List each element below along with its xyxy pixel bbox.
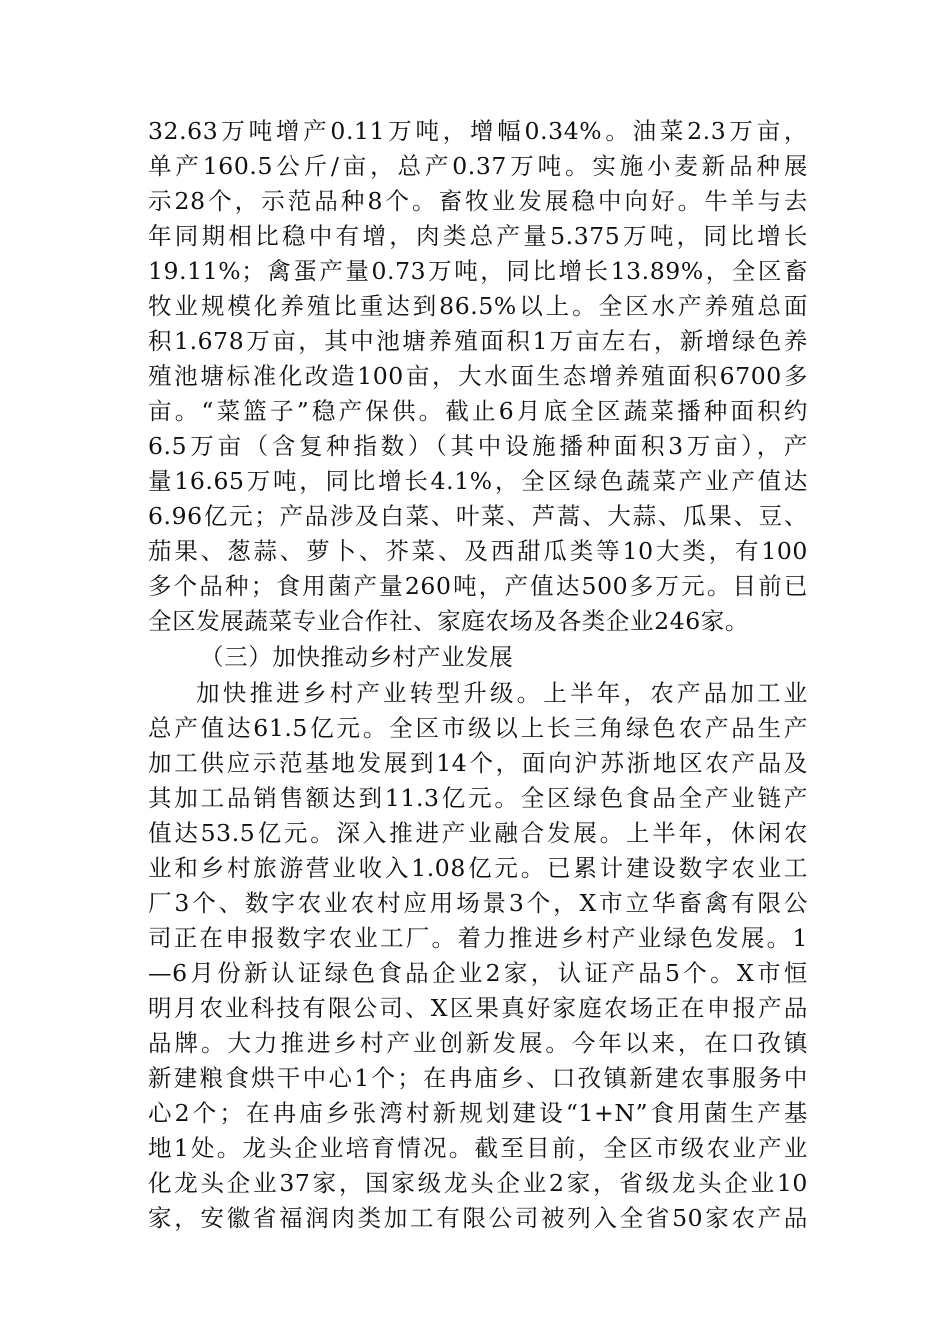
text-line: 亩。“菜篮子”稳产保供。截止6月底全区蔬菜播种面积约 (148, 397, 808, 425)
text-line: 量16.65万吨，同比增长4.1%，全区绿色蔬菜产业产值达 (148, 467, 808, 495)
text-line: 厂3个、数字农业农村应用场景3个，X市立华畜禽有限公 (148, 889, 808, 917)
text-line: 品牌。大力推进乡村产业创新发展。今年以来，在口孜镇 (148, 1029, 808, 1057)
text-line: 司正在申报数字农业工厂。着力推进乡村产业绿色发展。1 (148, 924, 808, 952)
text-line: 多个品种；食用菌产量260吨，产值达500多万元。目前已 (148, 572, 808, 600)
text-line: 全区发展蔬菜专业合作社、家庭农场及各类企业246家。 (148, 607, 749, 635)
text-line: 加工供应示范基地发展到14个，面向沪苏浙地区农产品及 (148, 749, 808, 777)
text-line: 单产160.5公斤/亩，总产0.37万吨。实施小麦新品种展 (148, 152, 808, 180)
text-line: 其加工品销售额达到11.3亿元。全区绿色食品全产业链产 (148, 784, 808, 812)
text-line: 新建粮食烘干中心1个；在冉庙乡、口孜镇新建农事服务中 (148, 1064, 808, 1092)
text-line: 加快推进乡村产业转型升级。上半年，农产品加工业 (196, 679, 808, 707)
text-line: 明月农业科技有限公司、X区果真好家庭农场正在申报产品 (148, 994, 808, 1022)
text-line: 心2个；在冉庙乡张湾村新规划建设“1+N”食用菌生产基 (148, 1099, 808, 1127)
text-line: 积1.678万亩，其中池塘养殖面积1万亩左右，新增绿色养 (148, 327, 808, 355)
text-line: 值达53.5亿元。深入推进产业融合发展。上半年，休闲农 (148, 819, 808, 847)
text-line: 6.96亿元；产品涉及白菜、叶菜、芦蒿、大蒜、瓜果、豆、 (148, 502, 808, 530)
text-line: 6.5万亩（含复种指数）（其中设施播种面积3万亩），产 (148, 432, 808, 460)
text-line: 业和乡村旅游营业收入1.08亿元。已累计建设数字农业工 (148, 854, 808, 882)
text-line: 总产值达61.5亿元。全区市级以上长三角绿色农产品生产 (148, 714, 808, 742)
text-line: 化龙头企业37家，国家级龙头企业2家，省级龙头企业10 (148, 1169, 808, 1197)
text-line: 茄果、葱蒜、萝卜、芥菜、及西甜瓜类等10大类，有100 (148, 537, 808, 565)
text-line: 牧业规模化养殖比重达到86.5%以上。全区水产养殖总面 (148, 292, 808, 320)
text-line: 32.63万吨增产0.11万吨，增幅0.34%。油菜2.3万亩， (148, 117, 808, 145)
section-heading: （三）加快推动乡村产业发展 (200, 643, 514, 671)
text-line: —6月份新认证绿色食品企业2家，认证产品5个。X市恒 (148, 959, 808, 987)
text-line: 地1处。龙头企业培育情况。截至目前，全区市级农业产业 (148, 1134, 808, 1162)
text-line: 示28个，示范品种8个。畜牧业发展稳中向好。牛羊与去 (148, 187, 808, 215)
text-line: 19.11%；禽蛋产量0.73万吨，同比增长13.89%，全区畜 (148, 257, 808, 285)
text-line: 家，安徽省福润肉类加工有限公司被列入全省50家农产品 (148, 1204, 808, 1232)
text-line: 殖池塘标准化改造100亩，大水面生态增养殖面积6700多 (148, 362, 808, 390)
text-line: 年同期相比稳中有增，肉类总产量5.375万吨，同比增长 (148, 222, 808, 250)
